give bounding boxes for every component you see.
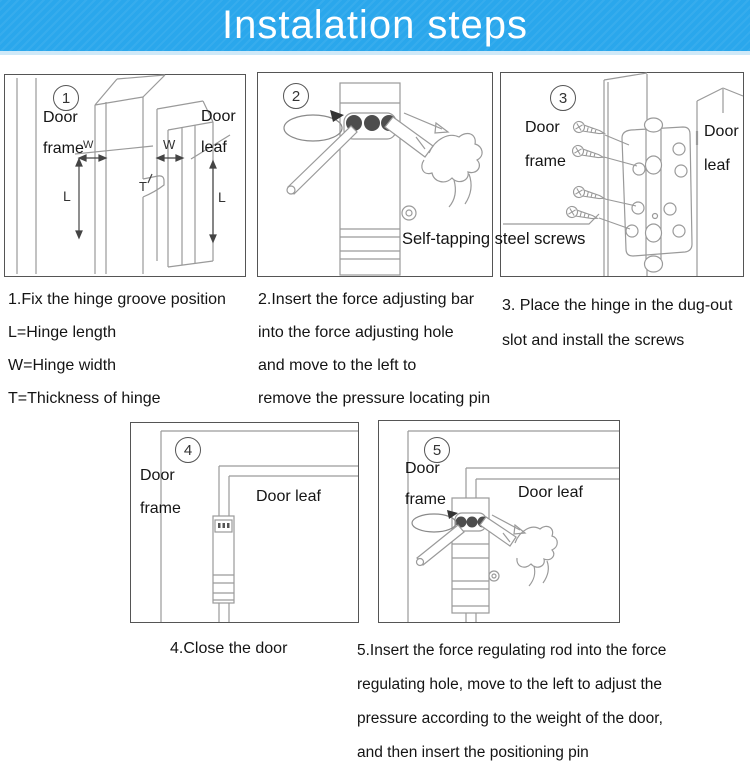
step-number-badge: 3 <box>550 85 576 111</box>
step-number-badge: 4 <box>175 437 201 463</box>
hinge-plate-drawing <box>622 118 692 272</box>
door-leaf-label: Door leaf <box>518 484 583 501</box>
dim-l-left: L <box>63 188 71 204</box>
door-frame-label: Door frame <box>43 109 84 157</box>
step1-caption: 1.Fix the hinge groove position L=Hinge length W=Hinge width T=Thickness of hinge <box>8 291 226 407</box>
step-number-badge: 2 <box>283 83 309 109</box>
title-banner <box>0 0 750 55</box>
rotation-arrow-icon <box>284 110 344 141</box>
step5-caption: 5.Insert the force regulating rod into the force regulating hole, move to the left to adjust the pressure according to the weight of the door, and then insert the positioning pin <box>357 642 667 761</box>
dim-w-right: W <box>163 137 176 152</box>
dim-l-right: L <box>218 189 226 205</box>
hinge-hole-dots <box>218 523 230 528</box>
step-number-badge: 5 <box>424 437 450 463</box>
step2-caption: 2.Insert the force adjusting bar into the force adjusting hole and move to the left to remove the pressure locating pin <box>258 291 491 407</box>
step3-caption: 3. Place the hinge in the dug-out slot and install the screws <box>502 297 733 349</box>
door-leaf-label: Door leaf <box>704 123 739 174</box>
step4-caption: 4.Close the door <box>170 640 288 657</box>
door-leaf-label: Door leaf <box>256 488 321 505</box>
dim-t: T <box>139 179 147 194</box>
dim-w-left: W <box>83 139 94 151</box>
door-leaf-label: Door leaf <box>201 108 236 156</box>
force-adjusting-bar <box>287 126 357 194</box>
step5-panel <box>378 420 620 623</box>
step-number-badge: 1 <box>53 85 79 111</box>
door-frame-label: Door frame <box>405 460 446 508</box>
page-title: Instalation steps <box>221 3 529 47</box>
step1-panel <box>4 74 246 277</box>
door-frame-label: Door frame <box>525 119 566 170</box>
step4-panel <box>130 422 359 623</box>
step5-diagram <box>379 421 619 622</box>
door-frame-label: Door frame <box>140 467 181 517</box>
screws-annotation: Self-tapping steel screws <box>402 230 586 248</box>
